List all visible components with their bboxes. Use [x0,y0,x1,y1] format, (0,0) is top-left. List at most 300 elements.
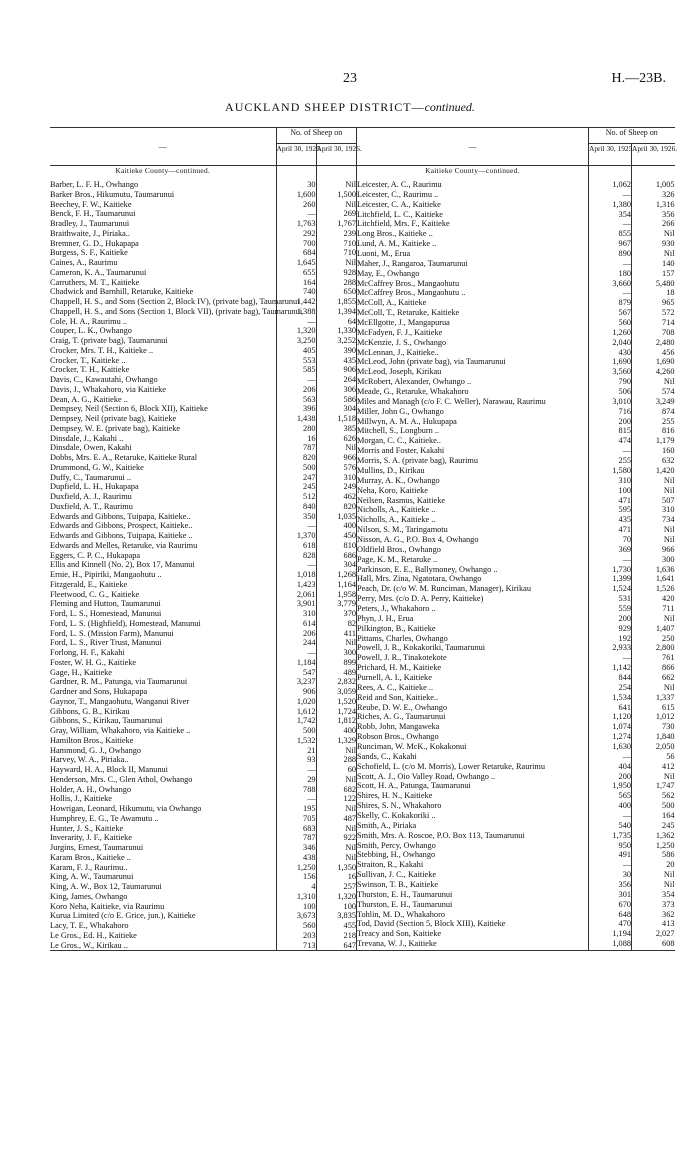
sheep-1925: 648 [589,910,632,920]
sheep-1925: 844 [589,673,632,683]
sheep-1925: 1,020 [276,697,316,707]
sheep-1925: 553 [276,356,316,366]
sheep-1925: — [589,555,632,565]
table-row [50,434,356,444]
sheep-1926: 385 [316,424,356,434]
table-row [357,752,675,762]
sheep-1925: 471 [589,525,632,535]
owner-name: Davis, J., Whakahoro, via Kaitieke [50,384,166,394]
owner-name: Skelly, C. Kokakoriki .. [357,811,589,821]
owner-name: Sands, C., Kakahi [357,752,589,762]
sheep-1925: 245 [276,482,316,492]
owner-name: Murray, A. K., Owhango [357,476,589,486]
sheep-1926: 1,520 [316,697,356,707]
owner-name: Forlong, H. F., Kakahi [50,648,125,657]
owner-name: McColl, A., Kaitieke [357,298,589,308]
table-row [50,560,356,570]
table-row [50,346,356,356]
sheep-1926: 1,350 [316,863,356,873]
owner-name: Cameron, K. A., Taumarunui [50,267,147,277]
sheep-1926: 3,835 [316,911,356,921]
owner-name: Runciman, W. McK., Kokakonui [357,742,589,752]
owner-name: Beechey, F. W., Kaitieke [50,199,132,209]
sheep-1925: 404 [589,762,632,772]
table-row [357,683,675,693]
sheep-1926: 20 [632,860,675,870]
sheep-1926: 450 [316,531,356,541]
sheep-1926: Nil [316,843,356,853]
sheep-1926: 682 [316,785,356,795]
title-text: AUCKLAND SHEEP DISTRICT— [225,100,425,114]
sheep-1925: — [589,259,632,269]
sheep-1926: 930 [632,239,675,249]
sheep-1925: 567 [589,308,632,318]
sheep-1925: 614 [276,619,316,629]
owner-name: Fleming and Hutton, Taumarunui [50,599,161,609]
table-row [50,502,356,512]
sheep-1926: 608 [632,939,675,951]
sheep-1926: 710 [316,239,356,249]
owner-name: Powell, J. R., Tinakotekote [357,653,589,663]
owner-name: Howrigan, Leonard, Hikumutu, via Owhango [50,804,202,813]
sheep-1925: 310 [276,609,316,619]
table-row [50,473,356,483]
table-row [357,742,675,752]
sheep-1926: Nil [632,486,675,496]
table-row [357,466,675,476]
sheep-1926: 1,855 [316,297,356,307]
sheep-1925: 192 [589,634,632,644]
right-table-body [357,166,675,951]
sheep-1926: 160 [632,446,675,456]
sheep-1925: 560 [276,921,316,931]
table-row [357,476,675,486]
sheep-1925: 506 [589,387,632,397]
sheep-1926: Nil [632,870,675,880]
sheep-1925: 70 [589,535,632,545]
sheep-1925: 879 [589,298,632,308]
owner-name: Fitzgerald, E., Kaitieke [50,579,128,589]
sheep-1926: 455 [316,921,356,931]
table-row [357,634,675,644]
owner-name: Fleetwood, C. G., Kaitieke [50,589,140,599]
owner-name: McLennan, J., Kaitieke.. [357,348,589,358]
sheep-1926: 1,005 [632,180,675,190]
sheep-1925: 500 [276,463,316,473]
table-row [50,375,356,385]
owner-name: Long Bros., Kaitieke .. [357,229,589,239]
sheep-1926: Nil [632,249,675,259]
sheep-1926: 662 [632,673,675,683]
table-row [357,693,675,703]
table-row [50,395,356,405]
owner-name: McLeod, John (private bag), via Taumarunui [357,357,589,367]
sheep-1926: 899 [316,658,356,668]
sheep-1925: 2,061 [276,590,316,600]
owner-name: Litchfield, Mrs. F., Kaitieke [357,219,589,229]
table-row [357,486,675,496]
sheep-1926: 708 [632,328,675,338]
table-row [50,941,356,951]
owner-name: Millwyn, A. M. A., Hukupapa [357,417,589,427]
sheep-1926: 64 [316,317,356,327]
table-row [357,525,675,535]
table-row [50,863,356,873]
sheep-1926: 928 [316,268,356,278]
sheep-1925: 430 [589,348,632,358]
owner-name: Ford, L. S., River Trust, Manunui [50,638,162,648]
sheep-1925: 203 [276,931,316,941]
sheep-1925: — [276,375,316,385]
owner-name: Prichard, H. M., Kaitieke [357,663,589,673]
table-row [50,278,356,288]
sheep-1926: 5,480 [632,279,675,289]
section-heading: Kaitieke County—continued. [357,166,589,181]
sheep-1925: 1,690 [589,357,632,367]
sheep-1926: 82 [316,619,356,629]
owner-name: Schofield, L. (c/o M. Morris), Lower Retaruke, Raurimu [357,762,589,772]
owner-name: Karam Bros., Kaitieke .. [50,852,131,862]
sheep-1925: 254 [589,683,632,693]
sheep-1926: 574 [632,387,675,397]
sheep-1925: 1,399 [589,574,632,584]
sheep-1926: 1,767 [316,219,356,229]
owner-name: Trevana, W. J., Kaitieke [357,939,589,951]
table-row [357,831,675,841]
sheep-1926: 18 [632,288,675,298]
sheep-1926: 245 [632,821,675,831]
owner-name: Peach, Dr. (c/o W. M. Runciman, Manager), Kirikau [357,584,589,594]
sheep-1926: 157 [632,269,675,279]
owner-name: Barber, L. F. H., Owhango [50,180,139,189]
sheep-1925: 474 [589,436,632,446]
sheep-count-header: No. of Sheep on [589,128,675,144]
table-row [50,356,356,366]
table-row [50,755,356,765]
table-row [50,268,356,278]
table-row [357,712,675,722]
owner-name: Oldfield Bros., Owhango [357,545,589,555]
sheep-1925: 929 [589,624,632,634]
title-suffix: continued. [424,100,475,114]
sheep-1926: Nil [316,853,356,863]
sheep-1925: 369 [589,545,632,555]
sheep-1925: 3,250 [276,336,316,346]
sheep-1926: 632 [632,456,675,466]
sheep-1925: 683 [276,824,316,834]
owner-name: Robb, John, Mangaweka [357,722,589,732]
table-row [357,791,675,801]
owner-name: Nicholls, A., Kaitieke .. [357,505,589,515]
owner-name: Morris, S. A. (private bag), Raurimu [357,456,589,466]
sheep-1925: 244 [276,638,316,648]
sheep-1926: 218 [316,931,356,941]
sheep-1926: Nil [316,746,356,756]
sheep-1926: 1,330 [316,326,356,336]
table-row [357,929,675,939]
owner-name: Neilsen, Rasmus, Kaitieke [357,496,589,506]
sheep-1925: — [276,521,316,531]
table-row [50,843,356,853]
sheep-1926: Nil [316,638,356,648]
sheep-1926: 1,812 [316,716,356,726]
table-row [357,604,675,614]
sheep-1926: 710 [316,248,356,258]
sheep-1925: 301 [589,890,632,900]
table-row [50,239,356,249]
owner-name: Ellis and Kinnell (No. 2), Box 17, Manunui [50,560,195,570]
owner-name: Gibbons, S., Kirikau, Taumarunui [50,716,163,726]
table-row [357,397,675,407]
owner-name: Reid and Son, Kaitieke.. [357,693,589,703]
sheep-1925: 310 [589,476,632,486]
table-row [357,357,675,367]
sheep-1926: 576 [316,463,356,473]
table-row [357,555,675,565]
table-row [50,200,356,210]
sheep-1926: 362 [632,910,675,920]
sheep-1926: Nil [632,476,675,486]
table-row [50,765,356,775]
sheep-1925: 1,184 [276,658,316,668]
sheep-1925: 100 [589,486,632,496]
table-row [357,722,675,732]
table-row [357,456,675,466]
owner-name: Gardner, R. M., Patunga, via Taumarunui [50,677,188,687]
sheep-1926: Nil [632,683,675,693]
sheep-1926: 462 [316,492,356,502]
sheep-1926: 966 [316,453,356,463]
sheep-1925: — [589,190,632,200]
owner-name: Litchfield, L. C., Kaitieke [357,210,589,220]
sheep-1925: 1,612 [276,707,316,717]
table-row [357,426,675,436]
owner-header-dash: — [357,128,589,166]
table-row [50,668,356,678]
owner-name: Phyn, J. H., Erua [357,614,589,624]
sheep-1926: 734 [632,515,675,525]
table-row [357,505,675,515]
owner-name: Leicester, C. A., Kaitieke [357,200,589,210]
sheep-1925: 1,645 [276,258,316,268]
sheep-1925: — [589,860,632,870]
sheep-1925: — [589,653,632,663]
table-row [50,404,356,414]
sheep-1926: 373 [632,900,675,910]
sheep-1925: 815 [589,426,632,436]
owner-name: Koro Neha, Kaitieke, via Raurimu [50,901,165,911]
table-row [357,614,675,624]
sheep-1925: 705 [276,814,316,824]
table-row [50,814,356,824]
owner-name: Miller, John G., Owhango [357,407,589,417]
owner-name: Le Gros., W., Kirikau .. [50,941,276,951]
sheep-1926: 647 [316,941,356,951]
table-row [357,535,675,545]
sheep-1926: 255 [632,417,675,427]
owner-name: Karam, F. J., Raurimu.. [50,862,128,872]
owner-name: Powell, J. R., Kokakoriki, Taumarunui [357,643,589,653]
table-row [357,288,675,298]
sheep-1926: Nil [316,180,356,190]
table-row [357,180,675,190]
table-row [50,658,356,668]
table-row [50,365,356,375]
table-row [357,801,675,811]
sheep-1925: 280 [276,424,316,434]
owner-name: Nicholls, A., Kaitieke .. [357,515,589,525]
sheep-1925: 1,380 [589,200,632,210]
owner-name: King, A. W., Taumarunui [50,872,134,882]
sheep-1926: 816 [632,426,675,436]
owner-name: Le Gros., Ed. H., Kaitieke [50,930,137,940]
table-row [357,772,675,782]
sheep-1925: 684 [276,248,316,258]
sheep-1925: — [589,288,632,298]
sheep-1925: 713 [276,941,316,951]
owner-name: Craig, T. (private bag), Taumarunui [50,336,168,345]
table-row [50,336,356,346]
sheep-1926: 1,362 [632,831,675,841]
table-row [357,703,675,713]
sheep-1925: 655 [276,268,316,278]
sheep-1926: 572 [632,308,675,318]
owner-name: Mitchell, S., Longburn .. [357,426,589,436]
sheep-1925: 195 [276,804,316,814]
owner-name: Smith, A., Piriaka [357,821,589,831]
sheep-1925: 30 [589,870,632,880]
sheep-1925: — [589,752,632,762]
sheep-1926: 1,636 [632,565,675,575]
sheep-1926: 1,724 [316,707,356,717]
sheep-1926: 2,832 [316,677,356,687]
owner-name: Benck, F. H., Taumarunui [50,209,136,219]
table-row [50,599,356,609]
sheep-1926: 2,027 [632,929,675,939]
owner-name: Foster, W. H. G., Kaitieke [50,657,137,667]
table-row [50,736,356,746]
owner-name: Robson Bros., Owhango [357,732,589,742]
sheep-1926: Nil [632,377,675,387]
sheep-1926: 2,050 [632,742,675,752]
owner-name: Tod, David (Section 5, Block XIII), Kaitieke [357,919,589,929]
table-row [50,853,356,863]
sheep-1925: 3,237 [276,677,316,687]
owner-name: Riches, A. G., Taumarunui [357,712,589,722]
table-row [50,785,356,795]
sheep-1926: 810 [316,541,356,551]
sheep-1925: 840 [276,502,316,512]
sheep-1926: 586 [316,395,356,405]
table-row [50,307,356,317]
owner-name: King, A. W., Box 12, Taumarunui [50,882,162,891]
sheep-1926: 1,420 [632,466,675,476]
owner-name: Hollis, J., Kaitieke [50,794,112,804]
sheep-1925: 641 [589,703,632,713]
owner-name: Crocker, T., Kaitieke .. [50,355,126,365]
right-table [356,127,678,951]
table-row [50,882,356,892]
sheep-1925: 3,660 [589,279,632,289]
table-row [357,584,675,594]
table-row [357,338,675,348]
sheep-1925: 356 [589,880,632,890]
sheep-1925: 405 [276,346,316,356]
sheep-1926: 507 [632,496,675,506]
owner-name: Hayward, H. A., Block II, Manunui [50,765,168,774]
sheep-1926: 906 [316,365,356,375]
owner-name: McLeod, Joseph, Kirikau [357,367,589,377]
table-row [50,443,356,453]
page-title [0,100,700,115]
page-number: 23 [343,71,357,86]
sheep-1926: 60 [316,765,356,775]
owner-name: Hall, Mrs. Zina, Ngatotara, Owhango [357,574,589,584]
owner-name: McRobert, Alexander, Owhango .. [357,377,589,387]
table-row [50,629,356,639]
sheep-1926: 304 [316,560,356,570]
owner-name: Leicester, A. C., Raurimu [357,180,589,190]
left-table [50,127,362,951]
owner-name: Gibbons, G. B., Kirikau [50,706,130,716]
owner-name: Bremner, G. D., Hukapapa [50,238,139,248]
owner-name: Ernie, H., Pipiriki, Mangaohutu .. [50,570,162,579]
table-row [50,931,356,941]
year-1925-header: April 30, 1925. [276,144,316,166]
owner-name: Treacy and Son, Kaitieke [357,929,589,939]
table-row [50,541,356,551]
sheep-1926: 1,250 [632,841,675,851]
owner-name: Gage, H., Kaitieke [50,667,112,677]
sheep-1926: 354 [632,890,675,900]
sheep-1926: 122 [316,794,356,804]
table-row [50,911,356,921]
sheep-1925: 491 [589,850,632,860]
table-row [357,407,675,417]
sheep-1925: — [276,794,316,804]
owner-name: Page, K. M., Retaruke .. [357,555,589,565]
sheep-1925: 585 [276,365,316,375]
owner-name: Gardner and Sons, Hukapapa [50,687,148,696]
sheep-1925: 1,062 [589,180,632,190]
sheep-1926: 56 [632,752,675,762]
owner-name: Ford, L. S. (Mission Farm), Manunui [50,628,174,638]
owner-name: Lund, A. M., Kaitieke .. [357,239,589,249]
sheep-1925: 563 [276,395,316,405]
sheep-1926: 1,641 [632,574,675,584]
sheep-1925: 156 [276,872,316,882]
table-row [357,762,675,772]
table-row [357,643,675,653]
sheep-1925: 260 [276,200,316,210]
owner-name: Thurston, E. H., Taumarunui [357,890,589,900]
sheep-1926: 874 [632,407,675,417]
table-row [357,496,675,506]
table-row [357,328,675,338]
table-row [357,348,675,358]
owner-name: Cole, H. A., Raurimu .. [50,316,127,326]
sheep-1925: 906 [276,687,316,697]
sheep-1926: 730 [632,722,675,732]
sheep-1925: 200 [589,614,632,624]
owner-name: Burgess, S. F., Kaitieke [50,248,128,258]
owner-name: Davis, C., Kawautahi, Owhango [50,375,158,384]
owner-name: Dempsey, Neil (private bag), Kaitieke [50,414,177,423]
sheep-1926: 412 [632,762,675,772]
sheep-1925: 354 [589,210,632,220]
sheep-1926: 1,394 [316,307,356,317]
table-row [50,872,356,882]
